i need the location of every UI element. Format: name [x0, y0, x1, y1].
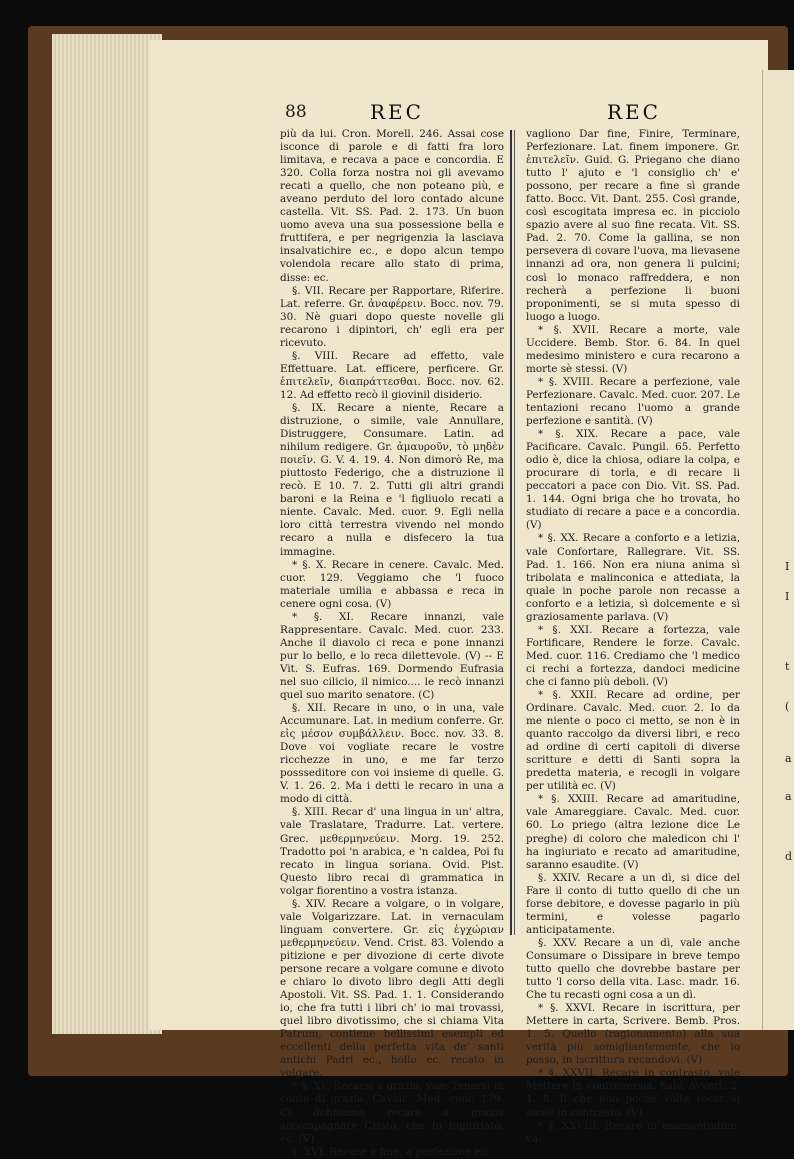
column-rule	[510, 130, 512, 935]
entry-paragraph: * §. XVIII. Recare a perfezione, vale Perfezionare. Cavalc. Med. cuor. 207. Le tentazioni recano l'uomo a grande perfezione e santità. (V)	[526, 375, 740, 428]
entry-paragraph: §. XII. Recare in uno, o in una, vale Accumunare. Lat. in medium conferre. Gr. εἰς μέσον συμβάλλειν. Bocc. nov. 33. 8. Dove voi vogliate recare le vostre ricchezze in uno, e me far terzo possseditore con voi insieme di quelle. G. V. 1. 26. 2. Ma i detti le recaro in una a modo di città.	[280, 702, 504, 806]
running-head-left: REC	[370, 100, 424, 124]
entry-paragraph: * §. XVII. Recare a morte, vale Uccidere. Bemb. Stor. 6. 84. In quel medesimo ministero e cura recarono a morte sè stessi. (V)	[526, 323, 740, 375]
entry-paragraph: * §. XXI. Recare a fortezza, vale Fortificare, Rendere le forze. Cavalc. Med. cuor. 116. Crediamo che 'l medico ci rechi a fortezza, dandoci medicine che ci fanno più deboli. (V)	[526, 623, 740, 688]
left-column	[280, 128, 504, 1159]
entry-paragraph: * §. XV. Recarsi a grazia, vale Tenersi in conto di grazia. Cavalc. Med. cuor. 179. Ci dobbiamo recare a grazia accompagnare Cristo, che fu ingiuriato, ec. (V)	[280, 1080, 504, 1145]
entry-paragraph: * §. XXVII. Recare in contrasto, vale Mettere in controversia. Salv. Avvert. 2. 1. 8. Il che non poche volte recar si suole in contrasto. (V)	[526, 1067, 740, 1119]
page-number: 88	[285, 102, 307, 122]
running-head-right: REC	[607, 100, 661, 124]
edge-letter: d	[785, 850, 793, 863]
entry-paragraph: vagliono Dar fine, Finire, Terminare, Perfezionare. Lat. finem imponere. Gr. ἐπιτελεῖν. Guid. G. Priegano che diano tutto l' ajuto e 'l consiglio ch' e' possono, per recare a fine sì grande fatto. Bocc. Vit. Dant. 255. Così grande, così escogitata impresa ec. in picciolo spazio avere al suo fine recata. Vit. SS. Pad. 2. 70. Come la gallina, se non persevera di covare l'uova, ma lievasene innanzi ad ora, non genera li pulcini; così lo monaco raffreddera, e non recherà a perfezione li buoni proponimenti, se si muta spesso di luogo a luogo.	[526, 128, 740, 323]
edge-letter: (	[785, 700, 790, 713]
facing-page-edge	[762, 70, 794, 1030]
entry-paragraph: * §. XIX. Recare a pace, vale Pacificare. Cavalc. Pungil. 65. Perfetto odio è, dice la chiosa, odiare la colpa, e procurare di torla, e di recare li peccatori a pace con Dio. Vit. SS. Pad. 1. 144. Ogni briga che ho trovata, ho studiato di recare a pace e a concordia. (V)	[526, 428, 740, 532]
right-column	[526, 128, 740, 1146]
entry-paragraph: §. IX. Recare a niente, Recare a distruzione, o simile, vale Annullare, Distruggere, Consumare. Latin. ad nihilum redigere. Gr. ἀμαυροῦν, τὸ μηδὲν ποιεῖν. G. V. 4. 19. 4. Non dimorò Re, ma piuttosto Federigo, che a distruzione il recò. E 10. 7. 2. Tutti gli altri grandi baroni e la Reina e 'l figliuolo recati a niente. Cavalc. Med. cuor. 9. Egli nella loro città terrestra vivendo nel mondo recaro a nulla e disfecero la tua immagine.	[280, 401, 504, 558]
edge-letter: t	[785, 660, 790, 673]
entry-paragraph: * §. X. Recare in cenere. Cavalc. Med. cuor. 129. Veggiamo che 'l fuoco materiale umilia e abbassa e reca in cenere ogni cosa. (V)	[280, 558, 504, 610]
edge-letter: a	[785, 790, 792, 803]
entry-paragraph: * §. XX. Recare a conforto e a letizia, vale Confortare, Rallegrare. Vit. SS. Pad. 1. 166. Non era niuna anima sì tribolata e malinconica e attediata, la quale in poche parole non recasse a conforto e a letizia, sì dolcemente e sì graziosamente parlava. (V)	[526, 532, 740, 623]
entry-paragraph: §. XIII. Recar d' una lingua in un' altra, vale Traslatare, Tradurre. Lat. vertere. Grec. μεθερμηνεύειν. Morg. 19. 252. Tradotto poi 'n arabica, e 'n caldea, Poi fu recato in lingua soriana. Ovid. Pist. Questo libro recai di grammatica in volgar fiorentino a vostra istanza.	[280, 806, 504, 897]
entry-paragraph: §. VIII. Recare ad effetto, vale Effettuare. Lat. efficere, perficere. Gr. ἐπιτελεῖν, διαπράττεσθαι. Bocc. nov. 62. 12. Ad effetto recò il giovinil disiderio.	[280, 349, 504, 401]
entry-paragraph: §. XVI. Recare a fine, a perfezione ec.,	[292, 1145, 493, 1158]
entry-paragraph: * §. XXII. Recare ad ordine, per Ordinare. Cavalc. Med. cuor. 2. Io da me niente o poco ci metto, se non è in quanto raccolgo da diversi libri, e reco ad ordine di certi capitoli di diverse scritture e detti di Santi sopra la predetta materia, e recogli in volgare per utilità ec. (V)	[526, 689, 740, 793]
edge-letter: a	[785, 752, 792, 765]
edge-letter: I	[785, 590, 790, 603]
entry-paragraph: §. XXIV. Recare a un dì, si dice del Fare il conto di tutto quello di che un forse debitore, e dovesse pagarlo in più termini, e volesse pagarlo anticipatamente.	[526, 871, 740, 936]
entry-paragraph: §. VII. Recare per Rapportare, Riferire. Lat. referre. Gr. ἀναφέρειν. Bocc. nov. 79. 30. Nè guari dopo queste novelle gli recarono i dipintori, ch' egli era per ricevuto.	[280, 284, 504, 349]
entry-paragraph: più da lui. Cron. Morell. 246. Assai cose isconce di parole e di fatti fra loro limitava, e recava a pace e concordia. E 320. Colla forza nostra noi gli avevamo recati a quello, che non poteano più, e aveano perduto del loro contado alcune castella. Vit. SS. Pad. 2. 173. Un buon uomo aveva una sua possessione bella e fruttifera, e per negrigenzia la lasciava insalvatichire ec., e dopo alcun tempo volendola recare allo stato di prima, disse: ec.	[280, 128, 504, 284]
column-rule	[514, 130, 515, 935]
page-edges	[52, 34, 162, 1034]
entry-paragraph: * §. XXIII. Recare ad amaritudine, vale Amareggiare. Cavalc. Med. cuor. 60. Lo priego (altra lezione dice Le preghe) di coloro che maledicon chi l' ha ingiuriato e recato ad amaritudine, saranno esaudite. (V)	[526, 793, 740, 871]
entry-paragraph: §. XXV. Recare a un dì, vale anche Consumare o Dissipare in breve tempo tutto quello che dovrebbe bastare per tutto 'l corso della vita. Lasc. madr. 16. Che tu recasti ogni cosa a un dì.	[526, 936, 740, 1002]
edge-letter: I	[785, 560, 790, 573]
entry-paragraph: * §. XI. Recare innanzi, vale Rappresentare. Cavalc. Med. cuor. 233. Anche il diavolo ci reca e pone innanzi pur lo bello, e lo reca dilettevole. (V) -- E Vit. S. Eufras. 169. Dormendo Eufrasia nel suo cilicio, il nimico.... le recò innanzi quel suo marito senatore. (C)	[280, 610, 504, 702]
entry-paragraph: §. XIV. Recare a volgare, o in volgare, vale Volgarizzare. Lat. in vernaculam linguam convertere. Gr. εἰς ἐγχώριαν μεθερμηνεύειν. Vend. Crist. 83. Volendo a pitizione e per divozione di certe divote persone recare a volgare comune e divoto e chiaro lo divoto libro degli Atti degli Apostoli. Vit. SS. Pad. 1. 1. Considerando io, che fra tutti i libri ch' io mai trovassi, quel libro divotissimo, che si chiama Vita Patrum, contiene bellissimi esempli ed eccellenti della perfetta vita de' santi antichi Padri ec., hollo ec. recato in volgare.	[280, 897, 504, 1080]
entry-paragraph: * §. XXVI. Recare in iscrittura, per Mettere in carta, Scrivere. Bemb. Pros. 1. 5. Quello (ragionamento) alla sua verità più somigliantemente, che io posso, in iscrittura recandovi. (V)	[526, 1002, 740, 1067]
entry-paragraph: * §. XXVIII. Recare in mansuetudine, va-	[526, 1119, 740, 1145]
